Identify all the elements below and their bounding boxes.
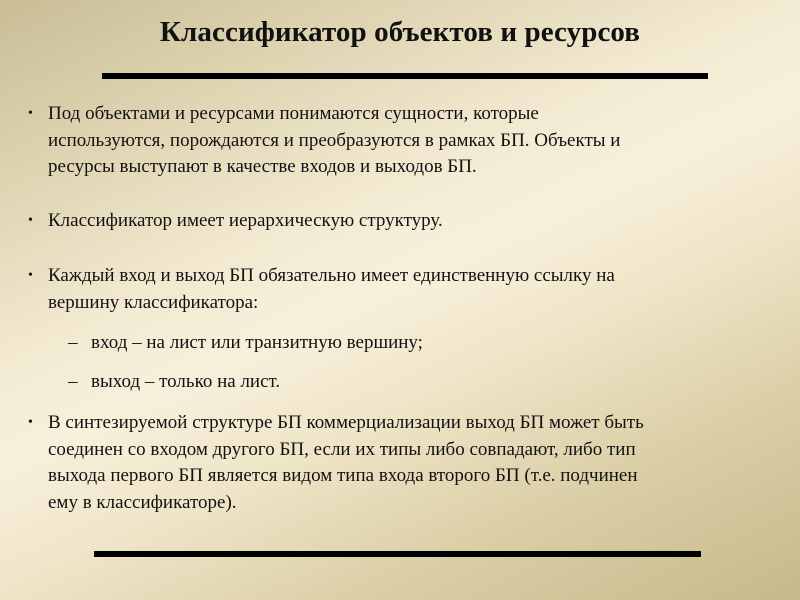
bullet-text	[48, 410, 768, 516]
bullet-line: выхода первого БП является видом типа входа второго БП (т.е. подчинен	[48, 465, 638, 486]
sub-item-output	[68, 369, 768, 395]
sub-item-input	[68, 330, 768, 356]
bullet-line: соединен со входом другого БП, если их типы либо совпадают, либо тип	[48, 438, 636, 460]
sub-item-text: вход – на лист или транзитную вершину;	[91, 332, 423, 353]
dash-icon: –	[68, 332, 78, 353]
bullet-line: ему в классификаторе).	[48, 491, 237, 513]
bullet-line: Каждый вход и выход БП обязательно имеет единственную ссылку на	[48, 265, 615, 286]
bullet-line: Классификатор имеет иерархическую структуру.	[48, 210, 443, 231]
bullet-icon: •	[28, 106, 33, 121]
bullet-line: используются, порождаются и преобразуются в рамках БП. Объекты и	[48, 129, 621, 151]
footer-divider-bottom	[94, 551, 701, 557]
bullet-item-hierarchy	[28, 208, 768, 235]
bullet-item-objects-definition	[28, 101, 768, 181]
bullet-item-io-reference	[28, 263, 768, 316]
bullet-icon: •	[28, 415, 33, 430]
bullet-icon: •	[28, 213, 33, 228]
bullet-icon: •	[28, 268, 33, 283]
bullet-text	[48, 101, 768, 181]
bullet-line: Под объектами и ресурсами понимаются сущности, которые	[48, 103, 539, 124]
slide-title: Классификатор объектов и ресурсов	[159, 16, 641, 48]
bullet-line: В синтезируемой структуре БП коммерциализации выход БП может быть	[48, 412, 644, 433]
bullet-line: вершину классификатора:	[48, 291, 259, 313]
dash-icon: –	[68, 371, 78, 392]
bullet-line: ресурсы выступают в качестве входов и выходов БП.	[48, 156, 477, 177]
sub-item-text: выход – только на лист.	[91, 371, 281, 392]
bullet-item-synthesis	[28, 410, 768, 516]
bullet-text	[48, 208, 768, 235]
bullet-text	[48, 263, 768, 316]
title-divider-top	[102, 73, 708, 79]
